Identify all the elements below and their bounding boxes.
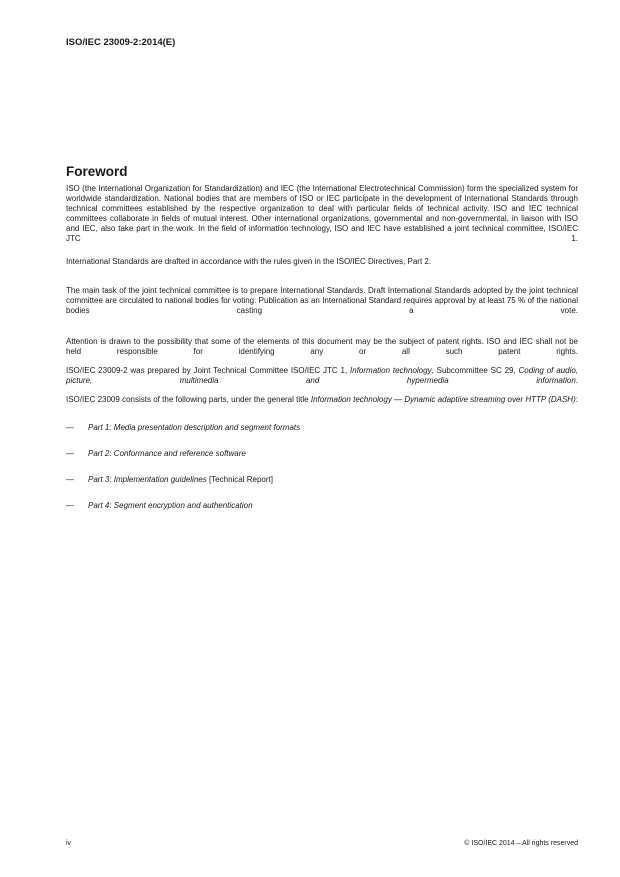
dash: — bbox=[66, 501, 74, 510]
paragraph-patent: Attention is drawn to the possibility that some of the elements of this document may be the subject of patent rights. ISO and IEC shall not be held responsible for identifying any or all such patent rights. bbox=[66, 337, 578, 356]
paragraph-iso-iec: ISO (the International Organization for Standardization) and IEC (the International Electrotechnical Commission) form the specialized system for worldwide standardization. National bodies that are members of ISO or IEC participate in the development of International Standards through technical committees established by the respective organization to deal with particular fields of technical activity. ISO and IEC technical committees collaborate in fields of mutual interest. Other international organizations, governmental and non-governmental, in liaison with ISO and IEC, also take part in the work. In the field of information technology, ISO and IEC have established a joint technical committee, ISO/IEC JTC 1. bbox=[66, 184, 578, 243]
part-title: Part 2: Conformance and reference software bbox=[88, 449, 246, 458]
general-title: Information technology — Dynamic adaptive streaming over HTTP (DASH) bbox=[310, 395, 576, 404]
list-item bbox=[66, 449, 578, 459]
subcommittee-title: Coding of audio, picture, multimedia and hypermedia information bbox=[66, 366, 579, 385]
part-title: Part 3: Implementation guidelines bbox=[88, 475, 207, 484]
list-item bbox=[66, 423, 578, 433]
document-id-header: ISO/IEC 23009-2:2014(E) bbox=[66, 37, 176, 48]
part-title: Part 4: Segment encryption and authentication bbox=[88, 501, 253, 510]
section-title: Foreword bbox=[66, 164, 128, 179]
part-title: Part 1: Media presentation description and segment formats bbox=[88, 423, 301, 432]
part-note: [Technical Report] bbox=[206, 475, 273, 484]
paragraph-prepared-by bbox=[66, 366, 578, 396]
page-footer bbox=[66, 840, 578, 847]
text: . bbox=[575, 376, 578, 385]
paragraph-main-task: The main task of the joint technical committee is to prepare International Standards. Draft International Standards adopted by the joint technical committee are circulated to national bodies for voting. Publication as an International Standard requires approval by at least 75 % of the national bodies casting a vote. bbox=[66, 286, 578, 315]
dash: — bbox=[66, 449, 74, 458]
paragraph-parts bbox=[66, 395, 578, 415]
list-item bbox=[66, 475, 578, 485]
text: : bbox=[575, 395, 578, 404]
committee-title: Information technology bbox=[350, 366, 432, 375]
text: , Subcommittee SC 29, bbox=[431, 366, 519, 375]
page-number: iv bbox=[66, 840, 72, 847]
list-item bbox=[66, 501, 578, 511]
dash: — bbox=[66, 475, 74, 484]
text: ISO/IEC 23009 consists of the following parts, under the general title bbox=[66, 395, 311, 404]
dash: — bbox=[66, 423, 74, 432]
paragraph-directives: International Standards are drafted in accordance with the rules given in the ISO/IEC Directives, Part 2. bbox=[66, 257, 432, 266]
copyright: © ISO/IEC 2014 – All rights reserved bbox=[464, 840, 578, 847]
text: ISO/IEC 23009-2 was prepared by Joint Technical Committee ISO/IEC JTC 1, bbox=[66, 366, 351, 375]
